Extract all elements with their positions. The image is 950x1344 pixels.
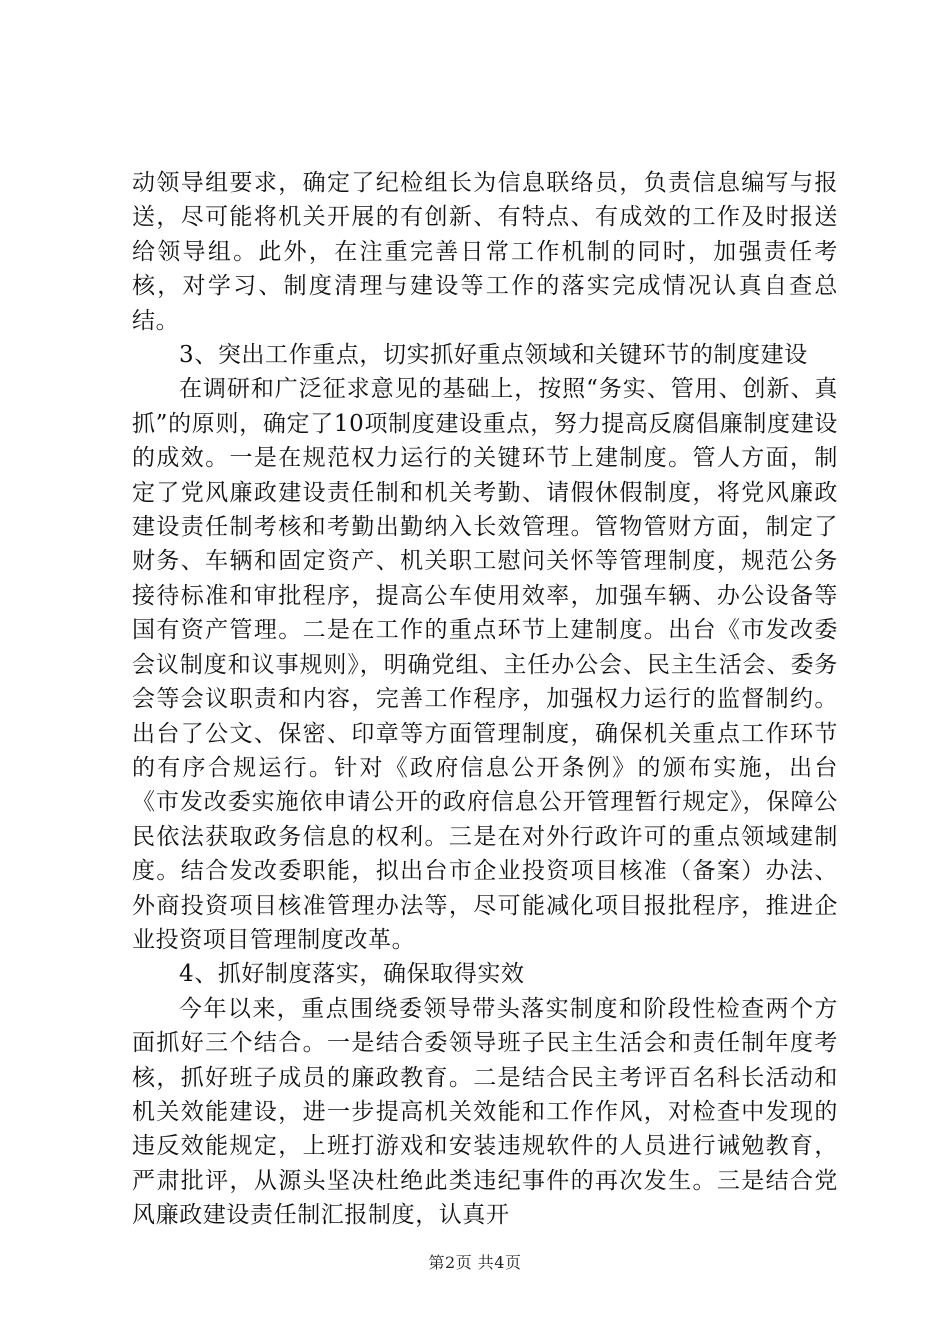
- section-heading-3: 3、突出工作重点，切实抓好重点领域和关键环节的制度建设: [179, 342, 808, 369]
- section-heading-4: 4、抓好制度落实，确保取得实效: [179, 961, 525, 988]
- page-number-footer: 第2页 共4页: [428, 1253, 522, 1272]
- paragraph-continuation: 动领导组要求，确定了纪检组长为信息联络员，负责信息编写与报送，尽可能将机关开展的有创新、有特点、有成效的工作及时报送给领导组。此外，在注重完善日常工作机制的同时，加强责任考核，对学习、制度清理与建设等工作的落实完成情况认真自查总结。: [132, 170, 838, 334]
- paragraph-implementation: 今年以来，重点围绕委领导带头落实制度和阶段性检查两个方面抓好三个结合。一是结合委领导班子民主生活会和责任制年度考核，抓好班子成员的廉政教育。二是结合民主考评百名科长活动和机关效能建设，进一步提高机关效能和工作作风，对检查中发现的违反效能规定，上班打游戏和安装违规软件的人员进行诫勉教育，严肃批评，从源头坚决杜绝此类违纪事件的再次发生。三是结合党风廉政建设责任制汇报制度，认真开: [132, 995, 838, 1229]
- document-body: [132, 166, 838, 1233]
- paragraph-system-building: 在调研和广泛征求意见的基础上，按照“务实、管用、创新、真抓”的原则，确定了10项制度建设重点，努力提高反腐倡廉制度建设的成效。一是在规范权力运行的关键环节上建制度。管人方面，制定了党风廉政建设责任制和机关考勤、请假休假制度，将党风廉政建设责任制考核和考勤出勤纳入长效管理。管物管财方面，制定了财务、车辆和固定资产、机关职工慰问关怀等管理制度，规范公务接待标准和审批程序，提高公车使用效率，加强车辆、办公设备等国有资产管理。二是在工作的重点环节上建制度。出台《市发改委会议制度和议事规则》，明确党组、主任办公会、民主生活会、委务会等会议职责和内容，完善工作程序，加强权力运行的监督制约。出台了公文、保密、印章等方面管理制度，确保机关重点工作环节的有序合规运行。针对《政府信息公开条例》的颁布实施，出台《市发改委实施依申请公开的政府信息公开管理暂行规定》，保障公民依法获取政务信息的权利。三是在对外行政许可的重点领域建制度。结合发改委职能，拟出台市企业投资项目核准（备案）办法、外商投资项目核准管理办法等，尽可能减化项目报批程序，推进企业投资项目管理制度改革。: [132, 376, 838, 953]
